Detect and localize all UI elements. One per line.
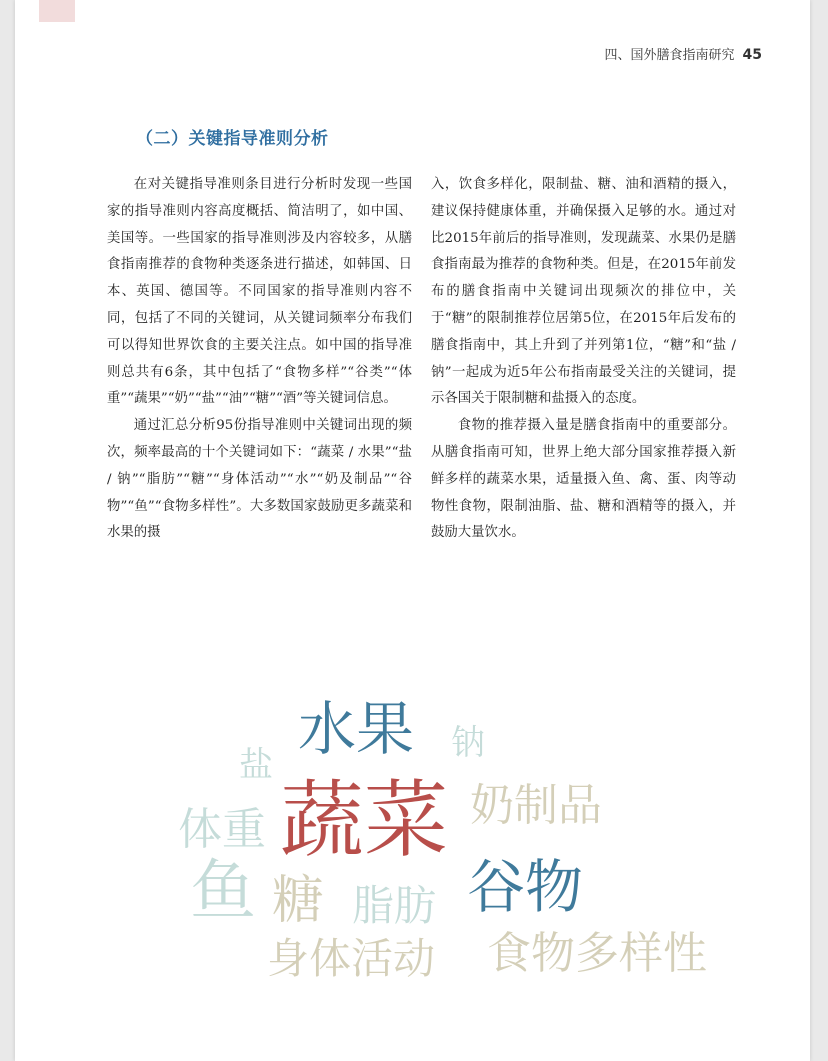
cloud-word-yan: 盐 [239,745,273,785]
paragraph: 通过汇总分析95份指导准则中关键词出现的频次，频率最高的十个关键词如下：“蔬菜 / 水果”“盐 / 钠”“脂肪”“糖”“身体活动”“水”“奶及制品”“谷物”“鱼”“食物多样性”。大多数国家鼓励更多蔬菜和水果的摄 [107,418,412,541]
document-page [15,0,810,1061]
cloud-word-guwu: 谷物 [467,853,584,921]
cloud-word-shuiguo: 水果 [298,695,415,763]
paragraph: 在对关键指导准则条目进行分析时发现一些国家的指导准则内容高度概括、简洁明了，如中国、美国等。一些国家的指导准则涉及内容较多，从膳食指南推荐的食物种类逐条进行描述，如韩国、日本、英国、德国等。不同国家的指导准则内容不同，包括了不同的关键词，从关键词频率分布我们可以得知世界饮食的主要关注点。如中国的指导准则总共有6条，其中包括了“食物多样”“谷类”“体重”“蔬果”“奶”“盐”“油”“糖”“酒”等关键词信息。 [107,177,412,407]
chapter-title: 四、国外膳食指南研究 [604,48,735,63]
cloud-word-tizhong: 体重 [178,804,266,855]
cloud-word-naizhipin: 奶制品 [470,780,602,831]
page-number: 45 [742,47,762,63]
cloud-word-shucai: 蔬菜 [280,771,449,869]
cloud-word-shiwuduoyangxing: 食物多样性 [487,928,707,979]
cloud-word-zhifang: 脂肪 [352,881,437,930]
cloud-word-shentihuodong: 身体活动 [267,934,436,983]
cloud-word-tang: 糖 [272,871,325,931]
section-title: （二）关键指导准则分析 [136,129,329,149]
paragraph: 食物的推荐摄入量是膳食指南中的重要部分。从膳食指南可知，世界上绝大部分国家推荐摄入新鲜多样的蔬菜水果，适量摄入鱼、禽、蛋、肉等动物性食物，限制油脂、盐、糖和酒精等的摄入，并鼓励大量饮水。 [431,418,736,541]
cloud-word-na: 钠 [451,723,485,763]
paragraph-continued: 入，饮食多样化，限制盐、糖、油和酒精的摄入，建议保持健康体重，并确保摄入足够的水。通过对比2015年前后的指导准则，发现蔬菜、水果仍是膳食指南最为推荐的食物种类。但是，在2015年前发布的膳食指南中关键词出现频次的排位中，关于“糖”的限制推荐位居第5位，在2015年后发布的膳食指南中，其上升到了并列第1位，“糖”和“盐 / 钠”一起成为近5年公布指南最受关注的关键词，提示各国关于限制糖和盐摄入的态度。 [431,177,736,407]
cloud-word-yu: 鱼 [190,852,256,929]
keyword-word-cloud [15,0,810,1061]
